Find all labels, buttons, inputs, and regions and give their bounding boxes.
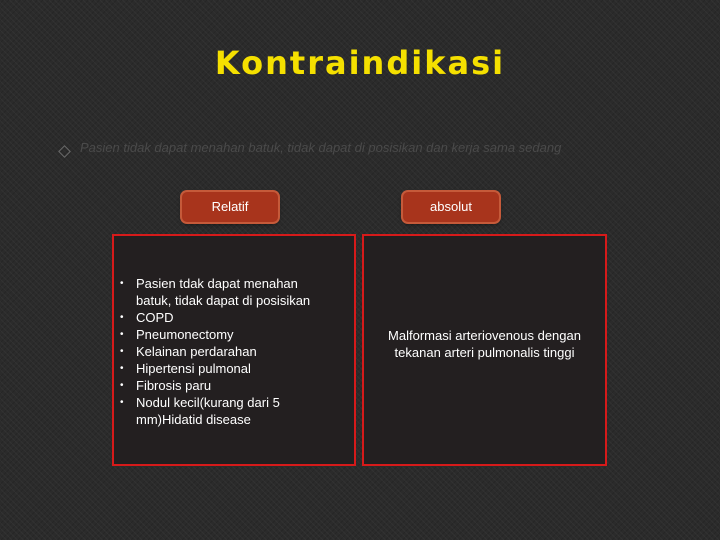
intro-text: Pasien tidak dapat menahan batuk, tidak dapat di posisikan dan kerja sama sedang <box>80 140 562 155</box>
list-item: • COPD <box>118 309 333 326</box>
diamond-bullet-icon <box>58 145 71 158</box>
list-item: • Hipertensi pulmonal <box>118 360 333 377</box>
list-item: • Fibrosis paru <box>118 377 333 394</box>
list-item: • Kelainan perdarahan <box>118 343 333 360</box>
absolute-box <box>362 234 607 466</box>
list-item: • Nodul kecil(kurang dari 5 mm)Hidatid disease <box>118 394 333 428</box>
list-item: • Pneumonectomy <box>118 326 333 343</box>
list-item: • Pasien tdak dapat menahan batuk, tidak dapat di posisikan <box>118 275 333 309</box>
relative-box <box>112 234 356 466</box>
absolute-tag: absolut <box>403 192 499 222</box>
slide-title: Kontraindikasi <box>214 44 506 82</box>
relative-tag: Relatif <box>182 192 278 222</box>
absolute-text: Malformasi arteriovenous dengan tekanan arteri pulmonalis tinggi <box>388 328 581 360</box>
relative-list <box>118 275 333 428</box>
